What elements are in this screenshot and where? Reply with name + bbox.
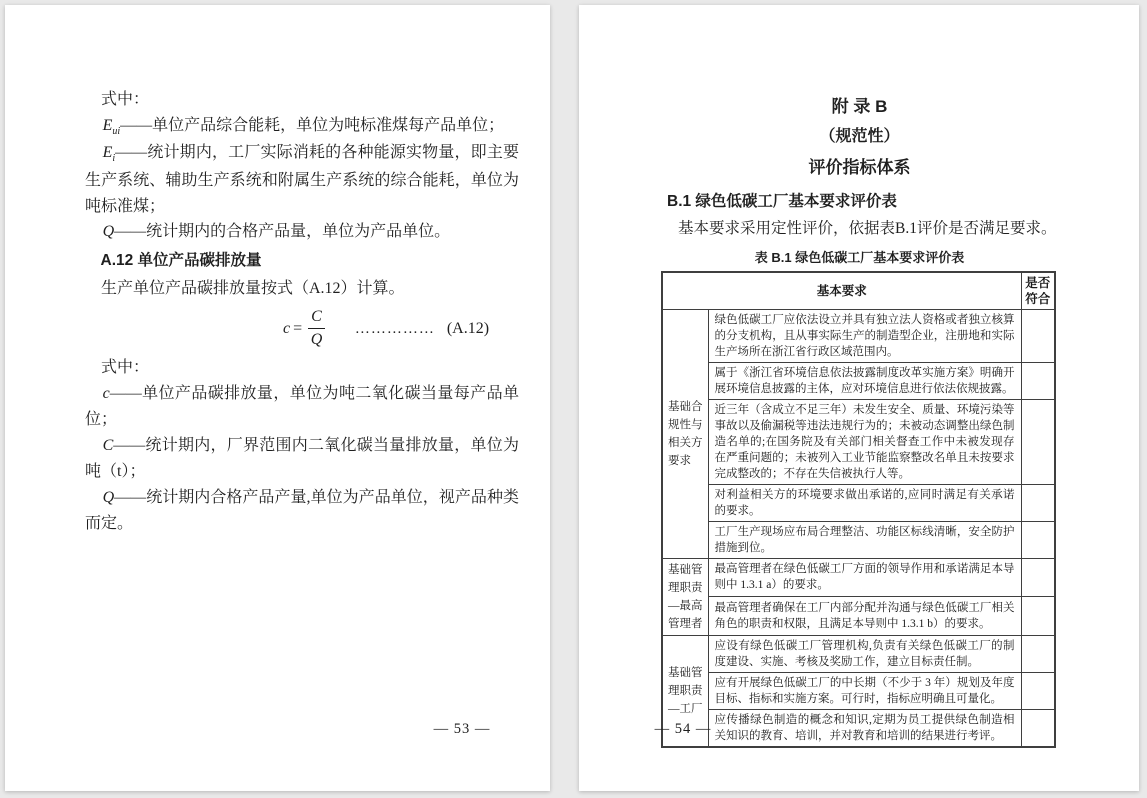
table-row	[662, 597, 1055, 636]
compliance-cell	[1021, 309, 1055, 362]
requirement-cell: 工厂生产现场应布局合理整洁、功能区标线清晰，安全防护措施到位。	[708, 521, 1021, 558]
table-row	[662, 709, 1055, 747]
variable-symbol: Q	[102, 223, 115, 241]
appendix-heading: 评价指标体系	[808, 158, 911, 177]
requirement-cell: 最高管理者确保在工厂内部分配并沟通与绿色低碳工厂相关角色的职责和权限，且满足本导则中 1.3.1 b）的要求。	[708, 597, 1021, 636]
requirement-cell: 属于《浙江省环境信息依法披露制度改革实施方案》明确开展环境信息披露的主体，应对环境信息进行依法依规披露。	[708, 362, 1021, 399]
basic-requirements-table	[661, 271, 1056, 748]
section-intro-a12: 生产单位产品碳排放量按式（A.12）计算。	[101, 280, 405, 298]
variable-symbol: c	[102, 385, 110, 403]
variable-symbol: Q	[102, 488, 115, 506]
equals-sign: =	[293, 319, 303, 337]
fraction	[308, 307, 325, 350]
normative-label: （规范性）	[819, 128, 900, 145]
table-row	[662, 399, 1055, 484]
table-caption: 表 B.1 绿色低碳工厂基本要求评价表	[754, 249, 965, 265]
category-cell-factory: 基础管理职责—工厂	[662, 635, 708, 747]
table-row	[662, 521, 1055, 558]
page-53-content	[85, 87, 519, 537]
table-row	[662, 635, 1055, 672]
definition-item	[85, 113, 519, 140]
definition-item	[85, 485, 519, 537]
definition-item	[85, 433, 519, 485]
header-compliance: 是否符合	[1021, 272, 1055, 310]
compliance-cell	[1021, 709, 1055, 747]
table-row	[662, 484, 1055, 521]
fraction-numerator: C	[308, 307, 325, 329]
category-cell-compliance: 基础合规性与相关方要求	[662, 309, 708, 558]
compliance-cell	[1021, 597, 1055, 636]
compliance-cell	[1021, 484, 1055, 521]
requirement-cell: 对利益相关方的环境要求做出承诺的,应同时满足有关承诺的要求。	[708, 484, 1021, 521]
formula-where-label: 式中：	[101, 91, 150, 108]
document-page-53	[5, 5, 550, 791]
formula-a12	[283, 307, 519, 350]
compliance-cell	[1021, 362, 1055, 399]
definition-text: ——单位产品综合能耗，单位为吨标准煤每产品单位；	[120, 116, 505, 134]
definition-item	[85, 219, 519, 245]
table-row	[662, 672, 1055, 709]
definition-item	[85, 381, 519, 433]
page-54-content	[661, 98, 1058, 748]
requirement-cell: 应有开展绿色低碳工厂的中长期（不少于 3 年）规划及年度目标、指标和实施方案。可行时，指标应明确且可量化。	[708, 672, 1021, 709]
page-number-53: — 53 —	[433, 721, 491, 737]
header-basic-requirements: 基本要求	[662, 272, 1021, 310]
compliance-cell	[1021, 521, 1055, 558]
requirement-cell: 绿色低碳工厂应依法设立并具有独立法人资格或者独立核算的分支机构，且从事实际生产的制造型企业，注册地和实际生产场所在浙江省行政区域范围内。	[708, 309, 1021, 362]
table-row	[662, 362, 1055, 399]
definition-item	[85, 140, 519, 219]
requirement-cell: 近三年（含成立不足三年）未发生安全、质量、环境污染等事故以及偷漏税等违法违规行为的；未被动态调整出绿色制造名单的;在国务院及有关部门相关督查工作中未被发现存在严重问题的；未被列入工业节能监察整改名单且未按要求完成整改的；不存在失信被执行人等。	[708, 399, 1021, 484]
variable-subscript: i	[112, 153, 116, 165]
definition-text: ——统计期内的合格产品量，单位为产品单位。	[114, 223, 451, 241]
section-intro-b1: 基本要求采用定性评价，依据表B.1评价是否满足要求。	[678, 220, 1057, 237]
page-number-54: — 54 —	[654, 721, 712, 737]
variable-symbol: E	[102, 116, 113, 134]
table-row	[662, 558, 1055, 597]
compliance-cell	[1021, 399, 1055, 484]
fraction-denominator: Q	[310, 331, 323, 349]
compliance-cell	[1021, 558, 1055, 597]
requirement-cell: 应设有绿色低碳工厂管理机构,负责有关绿色低碳工厂的制度建设、实施、考核及奖励工作，建立目标责任制。	[708, 635, 1021, 672]
requirement-cell: 应传播绿色制造的概念和知识,定期为员工提供绿色制造相关知识的教育、培训，并对教育和培训的结果进行考评。	[708, 709, 1021, 747]
definition-text: ——单位产品碳排放量，单位为吨二氧化碳当量每产品单位；	[85, 385, 519, 429]
variable-subscript: ui	[112, 126, 121, 138]
variable-symbol: E	[102, 144, 113, 162]
compliance-cell	[1021, 672, 1055, 709]
category-cell-top-management: 基础管理职责—最高管理者	[662, 558, 708, 635]
definition-text: ——统计期内合格产品产量,单位为产品单位，视产品种类而定。	[85, 488, 519, 532]
appendix-title: 附 录 B	[831, 97, 888, 116]
table-row	[662, 309, 1055, 362]
compliance-cell	[1021, 635, 1055, 672]
definition-text: ——统计期内，工厂实际消耗的各种能源实物量，即主要生产系统、辅助生产系统和附属生产系统的综合能耗，单位为吨标准煤；	[85, 144, 519, 215]
section-heading-a12: A.12 单位产品碳排放量	[100, 252, 262, 270]
formula-number: (A.12)	[446, 319, 490, 337]
table-header-row	[662, 272, 1055, 310]
definition-text: ——统计期内，厂界范围内二氧化碳当量排放量，单位为吨（t）；	[85, 437, 519, 481]
formula-leader-dots: ……………	[354, 320, 435, 337]
section-heading-b1: B.1 绿色低碳工厂基本要求评价表	[667, 193, 897, 210]
formula-lhs: c	[283, 319, 291, 337]
variable-symbol: C	[102, 437, 114, 455]
formula-where-label: 式中：	[101, 359, 150, 377]
requirement-cell: 最高管理者在绿色低碳工厂方面的领导作用和承诺满足本导则中 1.3.1 a）的要求。	[708, 558, 1021, 597]
document-page-54	[579, 5, 1139, 791]
